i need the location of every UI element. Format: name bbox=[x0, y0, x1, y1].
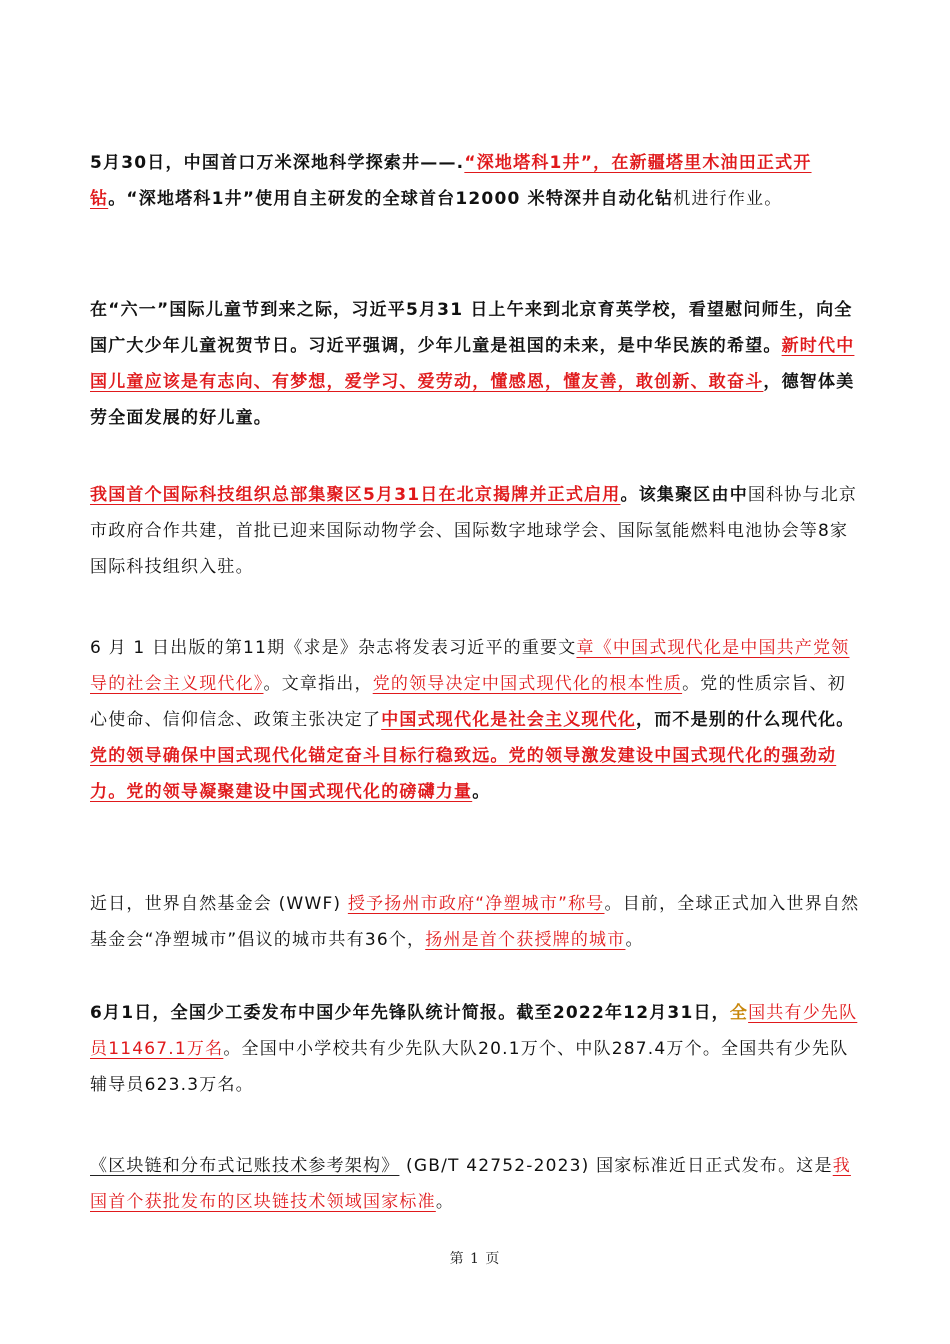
drilling-lead: 5月30日，中国首口万米深地科学探索井——. bbox=[90, 153, 465, 173]
drilling-tail: 机进行作业。 bbox=[673, 189, 783, 209]
science-hub-lead: 。该集聚区由中 bbox=[620, 485, 748, 505]
qiushi-text-1: 。文章指出， bbox=[263, 674, 373, 694]
qiushi-lead: 6 月 1 日出版的第11期《求是》杂志将发表习近平的重要文 bbox=[90, 638, 577, 658]
qiushi-highlight-1: 党的领导决定中国式现代化的根本性质 bbox=[372, 674, 683, 694]
pioneers-gold: 全 bbox=[729, 1003, 749, 1023]
wwf-end: 。 bbox=[625, 930, 644, 950]
blockchain-standard-title: 《区块链和分布式记账技术参考架构》 bbox=[90, 1156, 400, 1176]
news-paragraph-childrens-day bbox=[90, 292, 860, 436]
wwf-highlight-2: 扬州是首个获授牌的城市 bbox=[425, 930, 626, 950]
wwf-body: 。目前，全球正式加入世界自然基金会“净塑城市”倡议的城市共有36个， bbox=[90, 894, 860, 950]
news-paragraph-pioneers bbox=[90, 995, 860, 1103]
qiushi-text-3: ，而不是别的什么现代化。 bbox=[636, 710, 855, 730]
drilling-highlight: “深地塔科1井”，在新疆塔里木油田正式开钻 bbox=[90, 153, 812, 209]
news-paragraph-science-hub bbox=[90, 477, 860, 585]
qiushi-end: 。 bbox=[472, 782, 491, 802]
page-number: 第 1 页 bbox=[449, 1251, 501, 1267]
news-paragraph-blockchain bbox=[90, 1148, 860, 1220]
wwf-highlight-1: 授予扬州市政府“净塑城市”称号 bbox=[347, 894, 605, 914]
blockchain-body: (GB/T 42752-2023) 国家标准近日正式发布。这是 bbox=[399, 1156, 833, 1176]
childrens-day-highlight: 新时代中国儿童应该是有志向、有梦想，爱学习、爱劳动，懂感恩，懂友善，敢创新、敢奋斗 bbox=[90, 336, 855, 392]
news-paragraph-qiushi bbox=[90, 630, 860, 810]
blockchain-end: 。 bbox=[435, 1192, 455, 1212]
science-hub-body: 国科协与北京市政府合作共建，首批已迎来国际动物学会、国际数字地球学会、国际氢能燃料电池协会等8家国际科技组织入驻。 bbox=[90, 485, 858, 577]
blockchain-highlight: 我国首个获批发布的区块链技术领域国家标准 bbox=[90, 1156, 851, 1212]
news-paragraph-drilling bbox=[90, 145, 860, 217]
pioneers-body: 。全国中小学校共有少先队大队20.1万个、中队287.4万个。全国共有少先队辅导员623.3万名。 bbox=[90, 1039, 849, 1095]
pioneers-lead: 6月1日，全国少工委发布中国少年先锋队统计简报。截至2022年12月31日， bbox=[90, 1003, 730, 1023]
drilling-body: 。“深地塔科1井”使用自主研发的全球首台12000 米特深井自动化钻 bbox=[108, 189, 674, 209]
qiushi-article-title: 章《中国式现代化是中国共产党领导的社会主义现代化》 bbox=[90, 638, 850, 694]
childrens-day-lead: 在“六一”国际儿童节到来之际，习近平5月31 日上午来到北京育英学校，看望慰问师生，向全国广大少年儿童祝贺节日。习近平强调，少年儿童是祖国的未来，是中华民族的希望。 bbox=[90, 300, 853, 356]
qiushi-highlight-2: 中国式现代化是社会主义现代化 bbox=[381, 710, 637, 730]
qiushi-highlight-3: 党的领导确保中国式现代化锚定奋斗目标行稳致远。党的领导激发建设中国式现代化的强劲动力。党的领导凝聚建设中国式现代化的磅礴力量 bbox=[90, 746, 837, 802]
qiushi-text-2: 。党的性质宗旨、初心使命、信仰信念、政策主张决定了 bbox=[90, 674, 846, 730]
wwf-lead: 近日，世界自然基金会 (WWF) bbox=[90, 894, 348, 914]
news-paragraph-wwf bbox=[90, 886, 860, 958]
pioneers-highlight: 国共有少先队员11467.1万名 bbox=[90, 1003, 858, 1059]
childrens-day-tail: ，德智体美劳全面发展的好儿童。 bbox=[90, 372, 855, 428]
science-hub-highlight: 我国首个国际科技组织总部集聚区5月31日在北京揭牌并正式启用 bbox=[90, 485, 621, 505]
